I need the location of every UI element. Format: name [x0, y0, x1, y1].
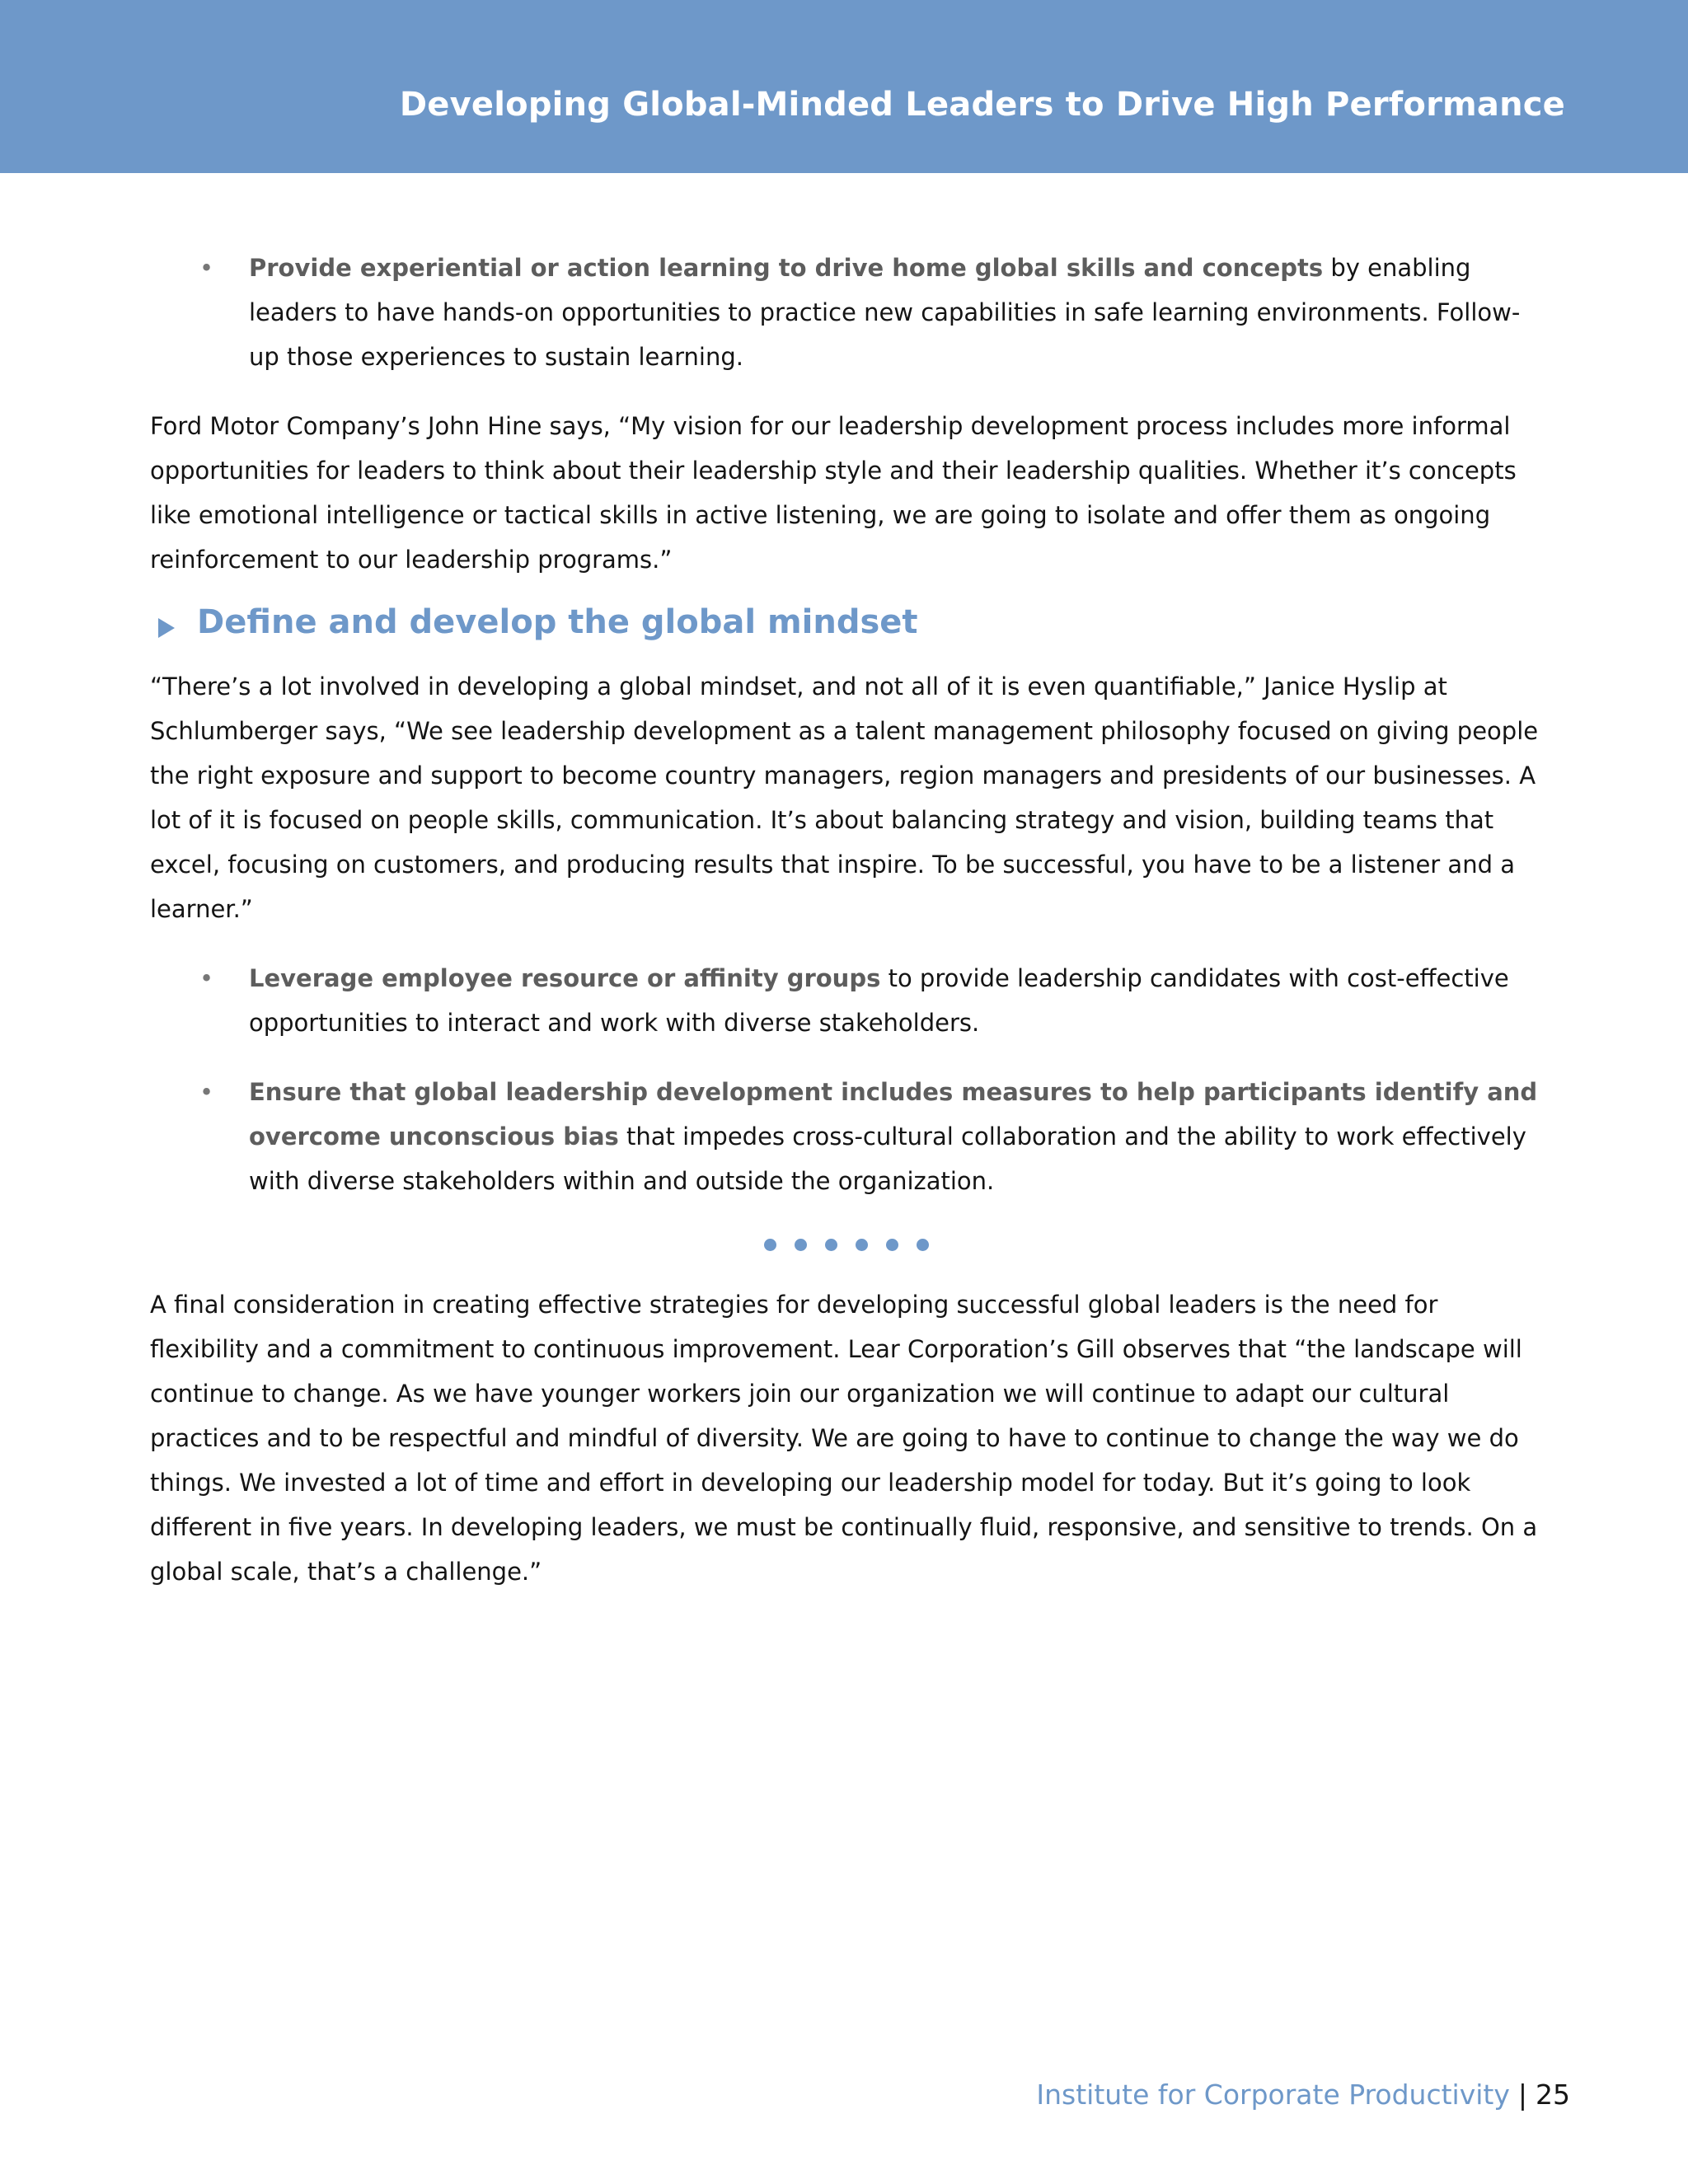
bullet-list-experiential: [150, 246, 1543, 379]
list-item: [150, 956, 1543, 1045]
section-title: Define and develop the global mindset: [197, 603, 918, 641]
divider-dot-icon: [795, 1239, 807, 1251]
paragraph-schlumberger-quote: “There’s a lot involved in developing a global mindset, and not all of it is even quantifiable,” Janice Hyslip at Schlumberger says, “We see leadership development as a talent management philosophy focused on giving people the right exposure and support to become country managers, region managers and presidents of our businesses. A lot of it is focused on people skills, communication. It’s about balancing strategy and vision, building teams that excel, focusing on customers, and producing results that inspire. To be successful, you have to be a listener and a learner.”: [150, 673, 1539, 923]
page-footer: [1036, 2079, 1570, 2111]
section-divider-dots: [150, 1228, 1543, 1261]
paragraph-final-consideration: A final consideration in creating effective strategies for developing successful global leaders is the need for flexibility and a commitment to continuous improvement. Lear Corporation’s Gill observes that “the landscape will continue to change. As we have younger workers join our organization we will continue to adapt our cultural practices and to be respectful and mindful of diversity. We are going to have to continue to change the way we do things. We invested a lot of time and effort in developing our leadership model for today. But it’s going to look different in five years. In developing leaders, we must be continually fluid, responsive, and sensitive to trends. On a global scale, that’s a challenge.”: [150, 1291, 1538, 1586]
triangle-right-icon: [158, 618, 175, 638]
section-heading: [150, 600, 1543, 659]
page-header-title: Developing Global-Minded Leaders to Drive High Performance: [399, 86, 1565, 124]
list-item: [150, 1070, 1543, 1203]
bullet-body-text: by enabling leaders to have hands-on opportunities to practice new capabilities in safe learning environments. Follow-up those experiences to sustain learning.: [249, 254, 1521, 371]
paragraph-ford-quote: Ford Motor Company’s John Hine says, “My vision for our leadership development process includes more informal opportunities for leaders to think about their leadership style and their leadership qualities. Whether it’s concepts like emotional intelligence or tactical skills in active listening, we are going to isolate and offer them as ongoing reinforcement to our leadership programs.”: [150, 412, 1517, 574]
page-content: [150, 246, 1543, 1619]
bullet-body-text: that impedes cross-cultural collaboration and the ability to work effectively with diverse stakeholders within and outside the organization.: [249, 1122, 1526, 1195]
bullet-list-mindset: [150, 956, 1543, 1203]
bullet-body-text: to provide leadership candidates with cost-effective opportunities to interact and work with diverse stakeholders.: [249, 964, 1509, 1037]
divider-dot-icon: [886, 1239, 898, 1251]
footer-separator: |: [1517, 2079, 1527, 2111]
divider-dot-icon: [825, 1239, 837, 1251]
header-band: [0, 0, 1688, 173]
bullet-lead-text: Ensure that global leadership development includes measures to help participants identify and overcome unconscious bias: [249, 1078, 1538, 1151]
divider-dot-icon: [917, 1239, 929, 1251]
bullet-icon: •: [199, 964, 214, 992]
footer-organization: Institute for Corporate Productivity: [1036, 2079, 1510, 2111]
divider-dot-icon: [764, 1239, 776, 1251]
page-number: 25: [1536, 2079, 1570, 2111]
list-item: [150, 246, 1543, 379]
bullet-lead-text: Leverage employee resource or affinity groups: [249, 964, 881, 992]
divider-dot-icon: [856, 1239, 868, 1251]
bullet-icon: •: [199, 254, 214, 282]
bullet-icon: •: [199, 1078, 214, 1106]
bullet-lead-text: Provide experiential or action learning to drive home global skills and concepts: [249, 254, 1324, 282]
